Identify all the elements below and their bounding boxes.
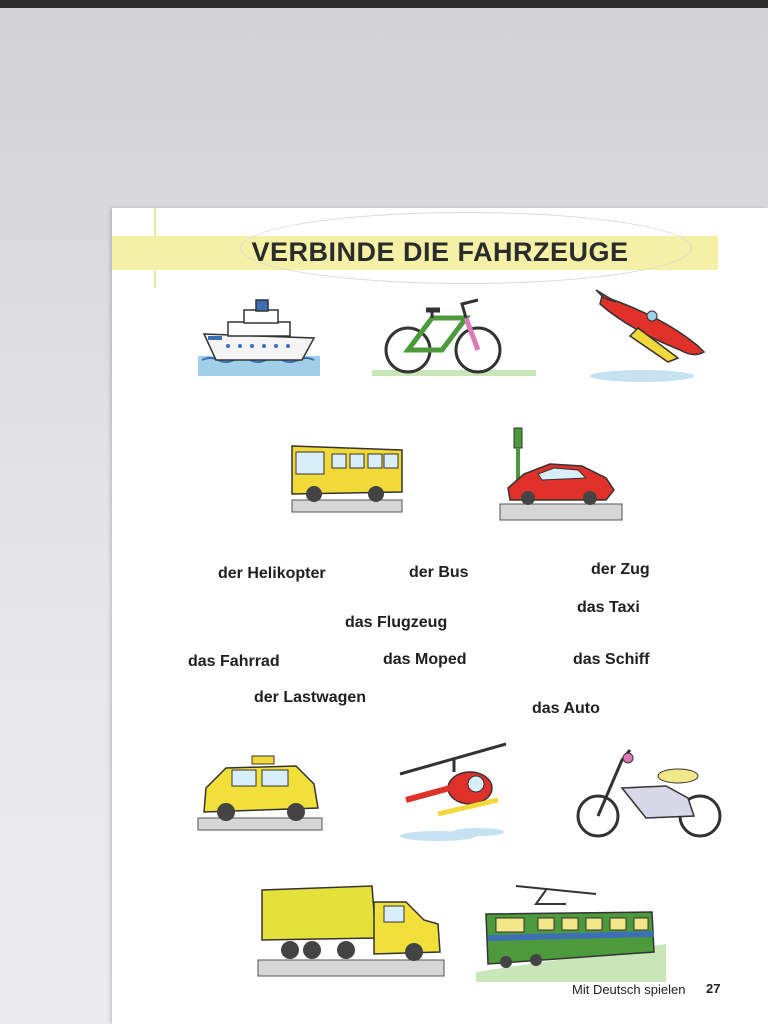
word-label: das Moped xyxy=(383,651,467,668)
ship-icon[interactable] xyxy=(198,298,320,378)
worksheet-page xyxy=(112,208,768,1024)
page-title: VERBINDE DIE FAHRZEUGE xyxy=(251,237,629,267)
truck-icon[interactable] xyxy=(256,880,446,980)
train-icon[interactable] xyxy=(476,882,666,982)
word-label: das Schiff xyxy=(573,651,650,668)
bus-icon[interactable] xyxy=(284,434,408,516)
moped-icon[interactable] xyxy=(570,740,728,840)
taxi-icon[interactable] xyxy=(196,754,326,834)
word-label: der Bus xyxy=(409,564,469,581)
helicopter-icon[interactable] xyxy=(398,738,508,846)
word-label: der Helikopter xyxy=(218,565,326,582)
footer-label: Mit Deutsch spielen xyxy=(572,982,686,997)
word-label: der Zug xyxy=(591,561,650,578)
word-label: das Taxi xyxy=(577,599,640,616)
word-label: das Auto xyxy=(532,700,600,717)
bicycle-icon[interactable] xyxy=(370,292,538,382)
word-label: das Fahrrad xyxy=(188,653,280,670)
page-number: 27 xyxy=(706,981,721,996)
word-label: der Lastwagen xyxy=(254,689,367,706)
word-label: das Flugzeug xyxy=(345,614,448,631)
scan-top-edge xyxy=(0,0,768,8)
car-icon[interactable] xyxy=(498,426,624,524)
airplane-icon[interactable] xyxy=(582,288,712,384)
